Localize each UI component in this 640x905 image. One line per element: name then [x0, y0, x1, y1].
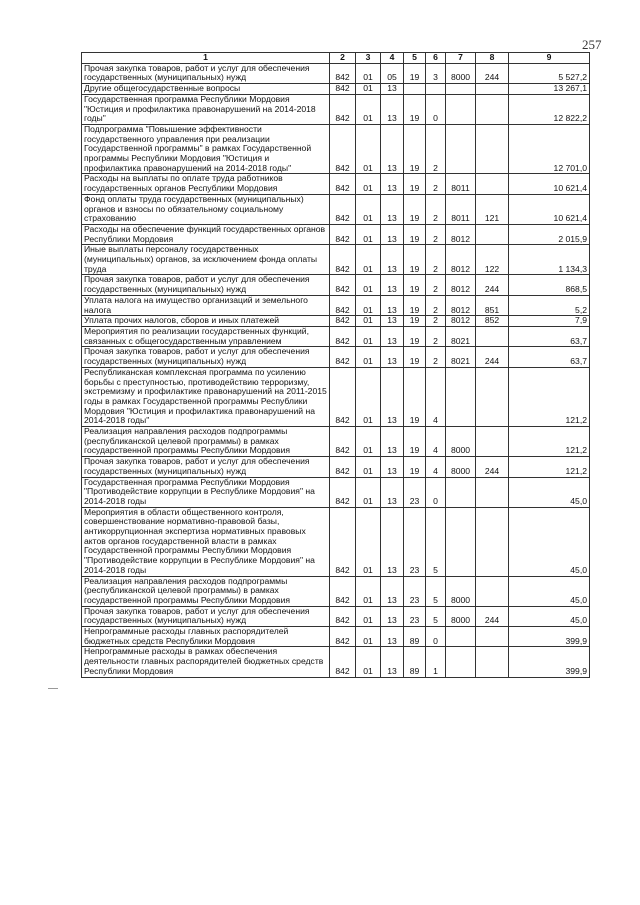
- code-csr-3: [446, 84, 476, 95]
- row-name: Прочая закупка товаров, работ и услуг для обеспечения государственных (муниципальных) нужд: [82, 63, 330, 83]
- amount: 12 822,2: [509, 94, 590, 124]
- code-rz: 01: [356, 295, 381, 315]
- code-csr-3: 8012: [446, 295, 476, 315]
- row-name: Прочая закупка товаров, работ и услуг для обеспечения государственных (муниципальных) нужд: [82, 275, 330, 295]
- table-row: [82, 316, 590, 327]
- code-gr: 842: [330, 326, 356, 346]
- row-name: Непрограммные расходы главных распорядителей бюджетных средств Республики Мордовия: [82, 627, 330, 647]
- code-pr: 13: [381, 326, 404, 346]
- code-pr: 13: [381, 427, 404, 457]
- table-row: [82, 275, 590, 295]
- code-rz: 01: [356, 63, 381, 83]
- code-csr-1: 19: [404, 224, 426, 244]
- code-vr: [476, 124, 509, 174]
- code-csr-2: 5: [426, 576, 446, 606]
- code-vr: [476, 647, 509, 677]
- table-row: [82, 245, 590, 275]
- amount: 5 527,2: [509, 63, 590, 83]
- code-rz: 01: [356, 316, 381, 327]
- code-rz: 01: [356, 647, 381, 677]
- row-name: Другие общегосударственные вопросы: [82, 84, 330, 95]
- code-csr-1: 19: [404, 427, 426, 457]
- code-csr-3: [446, 367, 476, 426]
- row-name: Республиканская комплексная программа по усилению борьбы с преступностью, противодействию терроризму, экстремизму и профилактике правонарушений на 2011-2015 годы в рамках Государственной программы Республики Мордовия "Юстиция и профилактика правонарушений на 2014-2018 годы": [82, 367, 330, 426]
- code-vr: [476, 224, 509, 244]
- amount: 13 267,1: [509, 84, 590, 95]
- code-rz: 01: [356, 367, 381, 426]
- code-vr: [476, 477, 509, 507]
- table-row: [82, 295, 590, 315]
- code-rz: 01: [356, 627, 381, 647]
- row-name: Реализация направления расходов подпрограммы (республиканской целевой программы) в рамках государственной программы Республики Мордовия: [82, 427, 330, 457]
- amount: 1 134,3: [509, 245, 590, 275]
- code-csr-1: 19: [404, 63, 426, 83]
- code-csr-1: 19: [404, 316, 426, 327]
- code-vr: 244: [476, 606, 509, 626]
- header-cell: 1: [82, 53, 330, 64]
- amount: 5,2: [509, 295, 590, 315]
- code-gr: 842: [330, 245, 356, 275]
- code-csr-1: 23: [404, 477, 426, 507]
- table-row: [82, 427, 590, 457]
- code-vr: [476, 326, 509, 346]
- amount: 63,7: [509, 326, 590, 346]
- code-rz: 01: [356, 245, 381, 275]
- code-csr-3: 8012: [446, 316, 476, 327]
- amount: 45,0: [509, 507, 590, 576]
- row-name: Мероприятия по реализации государственных функций, связанных с общегосударственным управлением: [82, 326, 330, 346]
- amount: 45,0: [509, 606, 590, 626]
- amount: 121,2: [509, 427, 590, 457]
- code-csr-2: 5: [426, 606, 446, 626]
- code-csr-2: 2: [426, 316, 446, 327]
- code-pr: 13: [381, 477, 404, 507]
- table-row: [82, 326, 590, 346]
- code-csr-3: [446, 507, 476, 576]
- code-csr-2: 2: [426, 194, 446, 224]
- code-rz: 01: [356, 347, 381, 367]
- code-csr-2: 4: [426, 457, 446, 477]
- row-name: Государственная программа Республики Мордовия "Противодействие коррупции в Республике Мордовия" на 2014-2018 годы: [82, 477, 330, 507]
- code-csr-1: 19: [404, 174, 426, 194]
- code-pr: 13: [381, 507, 404, 576]
- code-csr-1: 19: [404, 347, 426, 367]
- code-csr-1: 89: [404, 627, 426, 647]
- header-cell: 5: [404, 53, 426, 64]
- header-cell: 9: [509, 53, 590, 64]
- row-name: Расходы на обеспечение функций государственных органов Республики Мордовия: [82, 224, 330, 244]
- code-vr: 244: [476, 63, 509, 83]
- code-csr-3: 8021: [446, 326, 476, 346]
- code-vr: 122: [476, 245, 509, 275]
- code-gr: 842: [330, 94, 356, 124]
- code-gr: 842: [330, 174, 356, 194]
- code-csr-1: 23: [404, 576, 426, 606]
- table-row: [82, 94, 590, 124]
- amount: 399,9: [509, 627, 590, 647]
- row-name: Прочая закупка товаров, работ и услуг для обеспечения государственных (муниципальных) нужд: [82, 457, 330, 477]
- code-csr-3: 8012: [446, 275, 476, 295]
- code-csr-2: 2: [426, 326, 446, 346]
- header-cell: 6: [426, 53, 446, 64]
- table-row: [82, 627, 590, 647]
- code-gr: 842: [330, 457, 356, 477]
- code-gr: 842: [330, 647, 356, 677]
- code-pr: 13: [381, 316, 404, 327]
- code-gr: 842: [330, 63, 356, 83]
- code-csr-3: 8021: [446, 347, 476, 367]
- code-pr: 13: [381, 245, 404, 275]
- code-csr-3: 8012: [446, 245, 476, 275]
- amount: 63,7: [509, 347, 590, 367]
- code-gr: 842: [330, 507, 356, 576]
- code-rz: 01: [356, 576, 381, 606]
- code-pr: 13: [381, 347, 404, 367]
- code-vr: [476, 576, 509, 606]
- code-csr-2: 2: [426, 124, 446, 174]
- amount: 2 015,9: [509, 224, 590, 244]
- code-pr: 13: [381, 295, 404, 315]
- row-name: Непрограммные расходы в рамках обеспечения деятельности главных распорядителей бюджетных средств Республики Мордовия: [82, 647, 330, 677]
- row-name: Подпрограмма "Повышение эффективности государственного управления при реализации Государственной программы" в рамках Государственной программы Республики Мордовия "Юстиция и профилактика правонарушений на 2014-2018 годы": [82, 124, 330, 174]
- code-gr: 842: [330, 606, 356, 626]
- code-rz: 01: [356, 275, 381, 295]
- code-gr: 842: [330, 194, 356, 224]
- table-row: [82, 84, 590, 95]
- code-vr: 851: [476, 295, 509, 315]
- code-csr-1: 23: [404, 507, 426, 576]
- code-csr-3: [446, 124, 476, 174]
- code-pr: 13: [381, 194, 404, 224]
- code-gr: 842: [330, 316, 356, 327]
- code-csr-3: 8012: [446, 224, 476, 244]
- code-pr: 13: [381, 606, 404, 626]
- code-rz: 01: [356, 224, 381, 244]
- code-csr-1: 23: [404, 606, 426, 626]
- code-pr: 13: [381, 224, 404, 244]
- code-gr: 842: [330, 295, 356, 315]
- code-csr-2: 2: [426, 347, 446, 367]
- row-name: Расходы на выплаты по оплате труда работников государственных органов Республики Мордовия: [82, 174, 330, 194]
- code-csr-2: 3: [426, 63, 446, 83]
- code-csr-2: 2: [426, 275, 446, 295]
- code-gr: 842: [330, 477, 356, 507]
- table-row: [82, 124, 590, 174]
- code-csr-2: 5: [426, 507, 446, 576]
- code-csr-1: 19: [404, 245, 426, 275]
- code-rz: 01: [356, 124, 381, 174]
- code-gr: 842: [330, 275, 356, 295]
- code-vr: [476, 84, 509, 95]
- row-name: Иные выплаты персоналу государственных (муниципальных) органов, за исключением фонда оплаты труда: [82, 245, 330, 275]
- table-row: [82, 194, 590, 224]
- code-csr-2: 2: [426, 224, 446, 244]
- code-csr-2: 0: [426, 627, 446, 647]
- code-gr: 842: [330, 347, 356, 367]
- row-name: Фонд оплаты труда государственных (муниципальных) органов и взносы по обязательному социальному страхованию: [82, 194, 330, 224]
- margin-dash: [48, 688, 58, 689]
- code-vr: [476, 174, 509, 194]
- code-csr-1: 19: [404, 295, 426, 315]
- code-csr-3: 8000: [446, 427, 476, 457]
- row-name: Прочая закупка товаров, работ и услуг для обеспечения государственных (муниципальных) нужд: [82, 606, 330, 626]
- code-csr-2: [426, 84, 446, 95]
- table-row: [82, 457, 590, 477]
- table-row: [82, 174, 590, 194]
- code-rz: 01: [356, 84, 381, 95]
- budget-table: [81, 52, 590, 678]
- code-pr: 13: [381, 627, 404, 647]
- table-body: [82, 63, 590, 677]
- row-name: Прочая закупка товаров, работ и услуг для обеспечения государственных (муниципальных) нужд: [82, 347, 330, 367]
- code-pr: 13: [381, 275, 404, 295]
- code-csr-1: 19: [404, 194, 426, 224]
- code-rz: 01: [356, 507, 381, 576]
- code-rz: 01: [356, 427, 381, 457]
- table-row: [82, 647, 590, 677]
- code-gr: 842: [330, 224, 356, 244]
- code-pr: 13: [381, 576, 404, 606]
- row-name: Уплата прочих налогов, сборов и иных платежей: [82, 316, 330, 327]
- row-name: Уплата налога на имущество организаций и земельного налога: [82, 295, 330, 315]
- code-csr-1: 19: [404, 367, 426, 426]
- code-vr: 121: [476, 194, 509, 224]
- code-rz: 01: [356, 606, 381, 626]
- row-name: Государственная программа Республики Мордовия "Юстиция и профилактика правонарушений на 2014-2018 годы": [82, 94, 330, 124]
- code-csr-2: 0: [426, 477, 446, 507]
- header-cell: 4: [381, 53, 404, 64]
- code-csr-1: 19: [404, 457, 426, 477]
- code-gr: 842: [330, 124, 356, 174]
- table-row: [82, 367, 590, 426]
- amount: 10 621,4: [509, 174, 590, 194]
- code-csr-1: 19: [404, 275, 426, 295]
- code-csr-3: 8000: [446, 63, 476, 83]
- amount: 10 621,4: [509, 194, 590, 224]
- code-vr: [476, 367, 509, 426]
- code-rz: 01: [356, 194, 381, 224]
- table-row: [82, 477, 590, 507]
- amount: 45,0: [509, 477, 590, 507]
- code-vr: 244: [476, 275, 509, 295]
- code-vr: 244: [476, 457, 509, 477]
- code-rz: 01: [356, 326, 381, 346]
- code-csr-1: 19: [404, 124, 426, 174]
- code-rz: 01: [356, 174, 381, 194]
- code-csr-3: [446, 647, 476, 677]
- row-name: Мероприятия в области общественного контроля, совершенствование нормативно-правовой базы, антикоррупционная экспертиза нормативных правовых актов органов государственной власти в рамках Государственной программы Республики Мордовия "Противодействие коррупции в Республике Мордовия" на 2014-2018 годы: [82, 507, 330, 576]
- code-gr: 842: [330, 627, 356, 647]
- code-rz: 01: [356, 457, 381, 477]
- code-vr: [476, 627, 509, 647]
- code-gr: 842: [330, 427, 356, 457]
- code-csr-3: 8000: [446, 576, 476, 606]
- code-csr-1: [404, 84, 426, 95]
- page-number: 257: [582, 37, 602, 52]
- amount: 121,2: [509, 367, 590, 426]
- code-csr-2: 2: [426, 295, 446, 315]
- table-row: [82, 576, 590, 606]
- table-row: [82, 606, 590, 626]
- amount: 121,2: [509, 457, 590, 477]
- code-csr-2: 0: [426, 94, 446, 124]
- table-row: [82, 224, 590, 244]
- code-gr: 842: [330, 367, 356, 426]
- code-csr-2: 1: [426, 647, 446, 677]
- code-csr-2: 2: [426, 174, 446, 194]
- code-csr-3: 8011: [446, 194, 476, 224]
- code-vr: [476, 94, 509, 124]
- code-csr-1: 89: [404, 647, 426, 677]
- code-csr-3: [446, 477, 476, 507]
- code-csr-3: 8011: [446, 174, 476, 194]
- amount: 45,0: [509, 576, 590, 606]
- table-row: [82, 347, 590, 367]
- header-cell: 7: [446, 53, 476, 64]
- amount: 399,9: [509, 647, 590, 677]
- amount: 12 701,0: [509, 124, 590, 174]
- amount: 7,9: [509, 316, 590, 327]
- code-csr-2: 4: [426, 427, 446, 457]
- code-pr: 13: [381, 647, 404, 677]
- table-row: [82, 507, 590, 576]
- code-csr-1: 19: [404, 326, 426, 346]
- table-row: [82, 63, 590, 83]
- header-cell: 3: [356, 53, 381, 64]
- code-vr: 244: [476, 347, 509, 367]
- code-csr-1: 19: [404, 94, 426, 124]
- code-csr-3: [446, 94, 476, 124]
- code-pr: 05: [381, 63, 404, 83]
- code-csr-2: 2: [426, 245, 446, 275]
- header-row: [82, 53, 590, 64]
- code-rz: 01: [356, 94, 381, 124]
- header-cell: 8: [476, 53, 509, 64]
- code-pr: 13: [381, 457, 404, 477]
- code-pr: 13: [381, 84, 404, 95]
- code-csr-3: 8000: [446, 606, 476, 626]
- code-csr-2: 4: [426, 367, 446, 426]
- code-vr: [476, 507, 509, 576]
- code-pr: 13: [381, 94, 404, 124]
- code-pr: 13: [381, 174, 404, 194]
- code-gr: 842: [330, 576, 356, 606]
- code-vr: 852: [476, 316, 509, 327]
- row-name: Реализация направления расходов подпрограммы (республиканской целевой программы) в рамках государственной программы Республики Мордовия: [82, 576, 330, 606]
- code-gr: 842: [330, 84, 356, 95]
- code-csr-3: [446, 627, 476, 647]
- code-rz: 01: [356, 477, 381, 507]
- code-vr: [476, 427, 509, 457]
- code-pr: 13: [381, 367, 404, 426]
- header-cell: 2: [330, 53, 356, 64]
- code-pr: 13: [381, 124, 404, 174]
- code-csr-3: 8000: [446, 457, 476, 477]
- amount: 868,5: [509, 275, 590, 295]
